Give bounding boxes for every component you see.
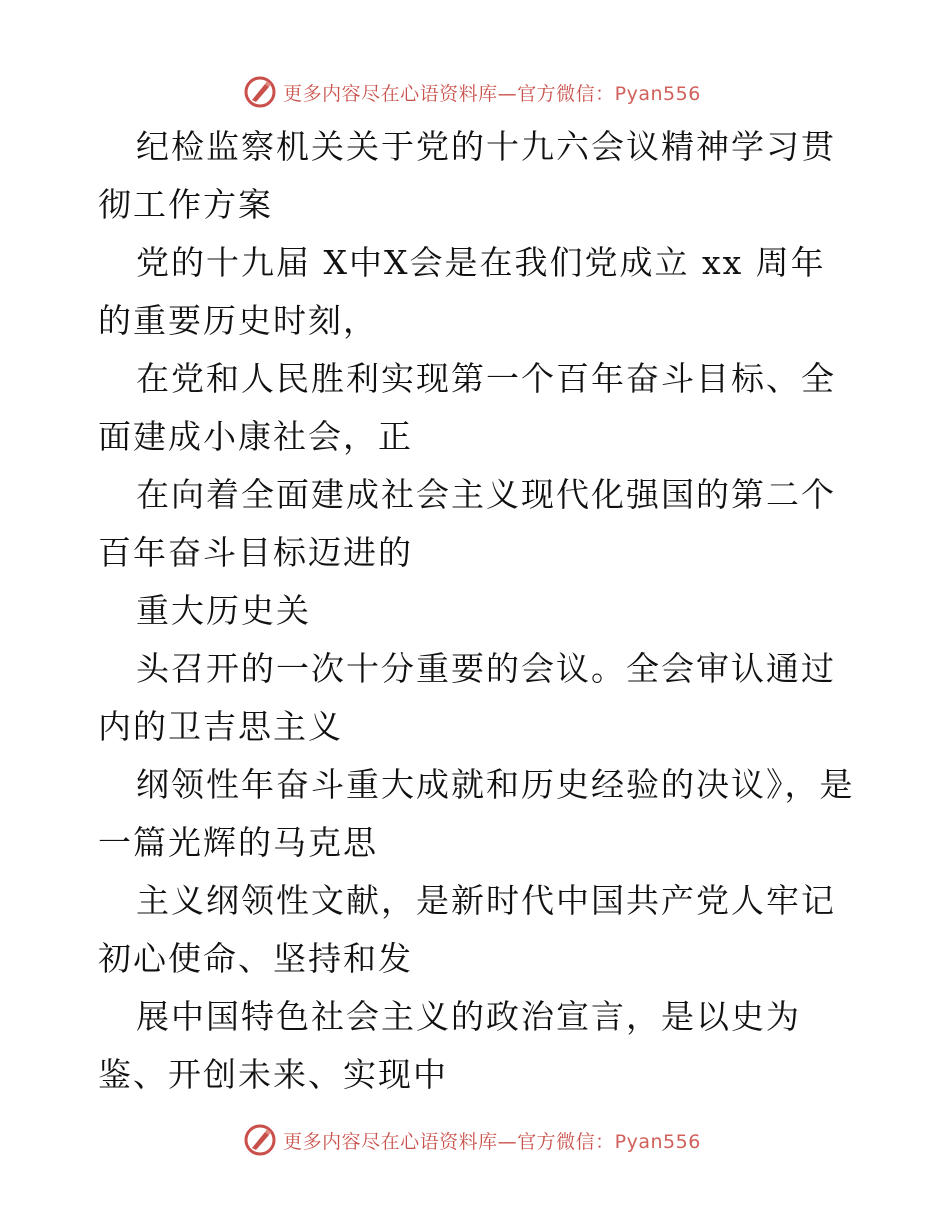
watermark-wechat-id: Pyan556 (614, 82, 701, 105)
watermark-text: 更多内容尽在心语资料库—官方微信：Pyan556 (283, 1130, 701, 1153)
pen-logo-icon (243, 1123, 277, 1157)
watermark-text: 更多内容尽在心语资料库—官方微信：Pyan556 (283, 82, 701, 105)
document-title-paragraph: 纪检监察机关关于党的十九六会议精神学习贯彻工作方案 (98, 127, 836, 224)
header-watermark (0, 72, 950, 112)
document-body (98, 118, 858, 1104)
paragraph: 重大历史关 (136, 591, 311, 630)
paragraph: 头召开的一次十分重要的会议。全会审认通过内的卫吉思主义 (98, 649, 836, 746)
watermark-wechat-id: Pyan556 (614, 1130, 701, 1153)
paragraph: 主义纲领性文献，是新时代中国共产党人牢记初心使命、坚持和发 (98, 881, 836, 978)
paragraph: 在向着全面建成社会主义现代化强国的第二个百年奋斗目标迈进的 (98, 475, 836, 572)
paragraph: 在党和人民胜利实现第一个百年奋斗目标、全面建成小康社会，正 (98, 359, 836, 456)
watermark-group (243, 1123, 701, 1157)
pen-logo-icon (243, 75, 277, 109)
footer-watermark (0, 1120, 950, 1160)
paragraph: 展中国特色社会主义的政治宣言，是以史为鉴、开创未来、实现中 (98, 997, 801, 1094)
watermark-group (243, 75, 701, 109)
paragraph: 纲领性年奋斗重大成就和历史经验的决议》，是一篇光辉的马克思 (98, 765, 855, 862)
paragraph: 党的十九届 X中X会是在我们党成立 xx 周年的重要历史时刻， (98, 243, 826, 340)
